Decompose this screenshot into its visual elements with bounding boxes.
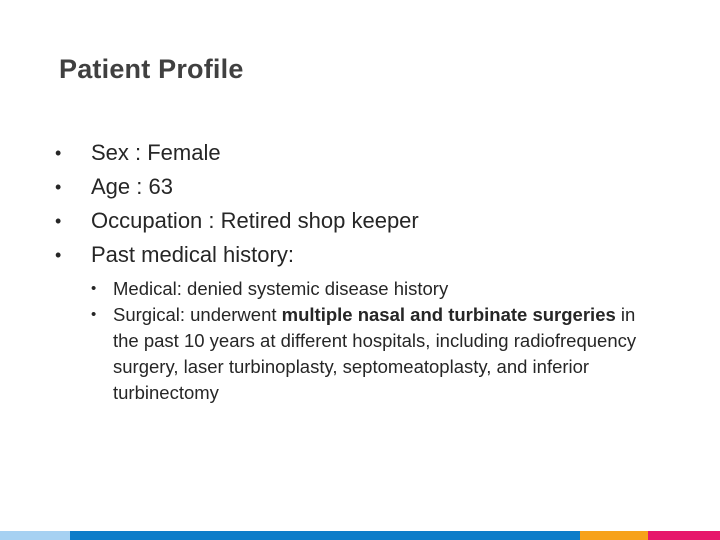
footer-segment-blue [70, 531, 580, 540]
page-title: Patient Profile [59, 54, 244, 84]
medical-history-text: Medical: denied systemic disease history [113, 278, 449, 299]
bullet-icon: • [55, 211, 62, 231]
footer-color-bar [0, 531, 720, 540]
footer-segment-orange [580, 531, 648, 540]
medical-history-sublist [91, 276, 675, 406]
footer-segment-light-blue [0, 531, 70, 540]
list-item-label: Age : 63 [91, 174, 173, 199]
surgical-history-prefix: Surgical: underwent [113, 304, 282, 325]
footer-segment-pink [648, 531, 720, 540]
sub-list-item-medical [91, 276, 665, 302]
list-item-label: Sex : Female [91, 140, 221, 165]
list-item [55, 170, 675, 204]
bullet-icon: • [55, 245, 62, 265]
sub-list-item-surgical [91, 302, 665, 406]
bullet-icon: • [91, 306, 97, 323]
bullet-icon: • [55, 177, 62, 197]
patient-details-list [55, 136, 675, 406]
bullet-icon: • [55, 143, 62, 163]
surgical-history-suffix: in the past 10 years at different hospitals, including radiofrequency surgery, laser turbinoplasty, septomeatoplasty, and inferior turbinectomy [113, 304, 637, 403]
bullet-icon: • [91, 280, 97, 297]
list-item [55, 136, 675, 170]
list-item [55, 238, 675, 406]
list-item-label: Occupation : Retired shop keeper [91, 208, 419, 233]
surgical-history-emphasis: multiple nasal and turbinate surgeries [281, 304, 616, 325]
list-item [55, 204, 675, 238]
list-item-label: Past medical history: [91, 242, 294, 267]
